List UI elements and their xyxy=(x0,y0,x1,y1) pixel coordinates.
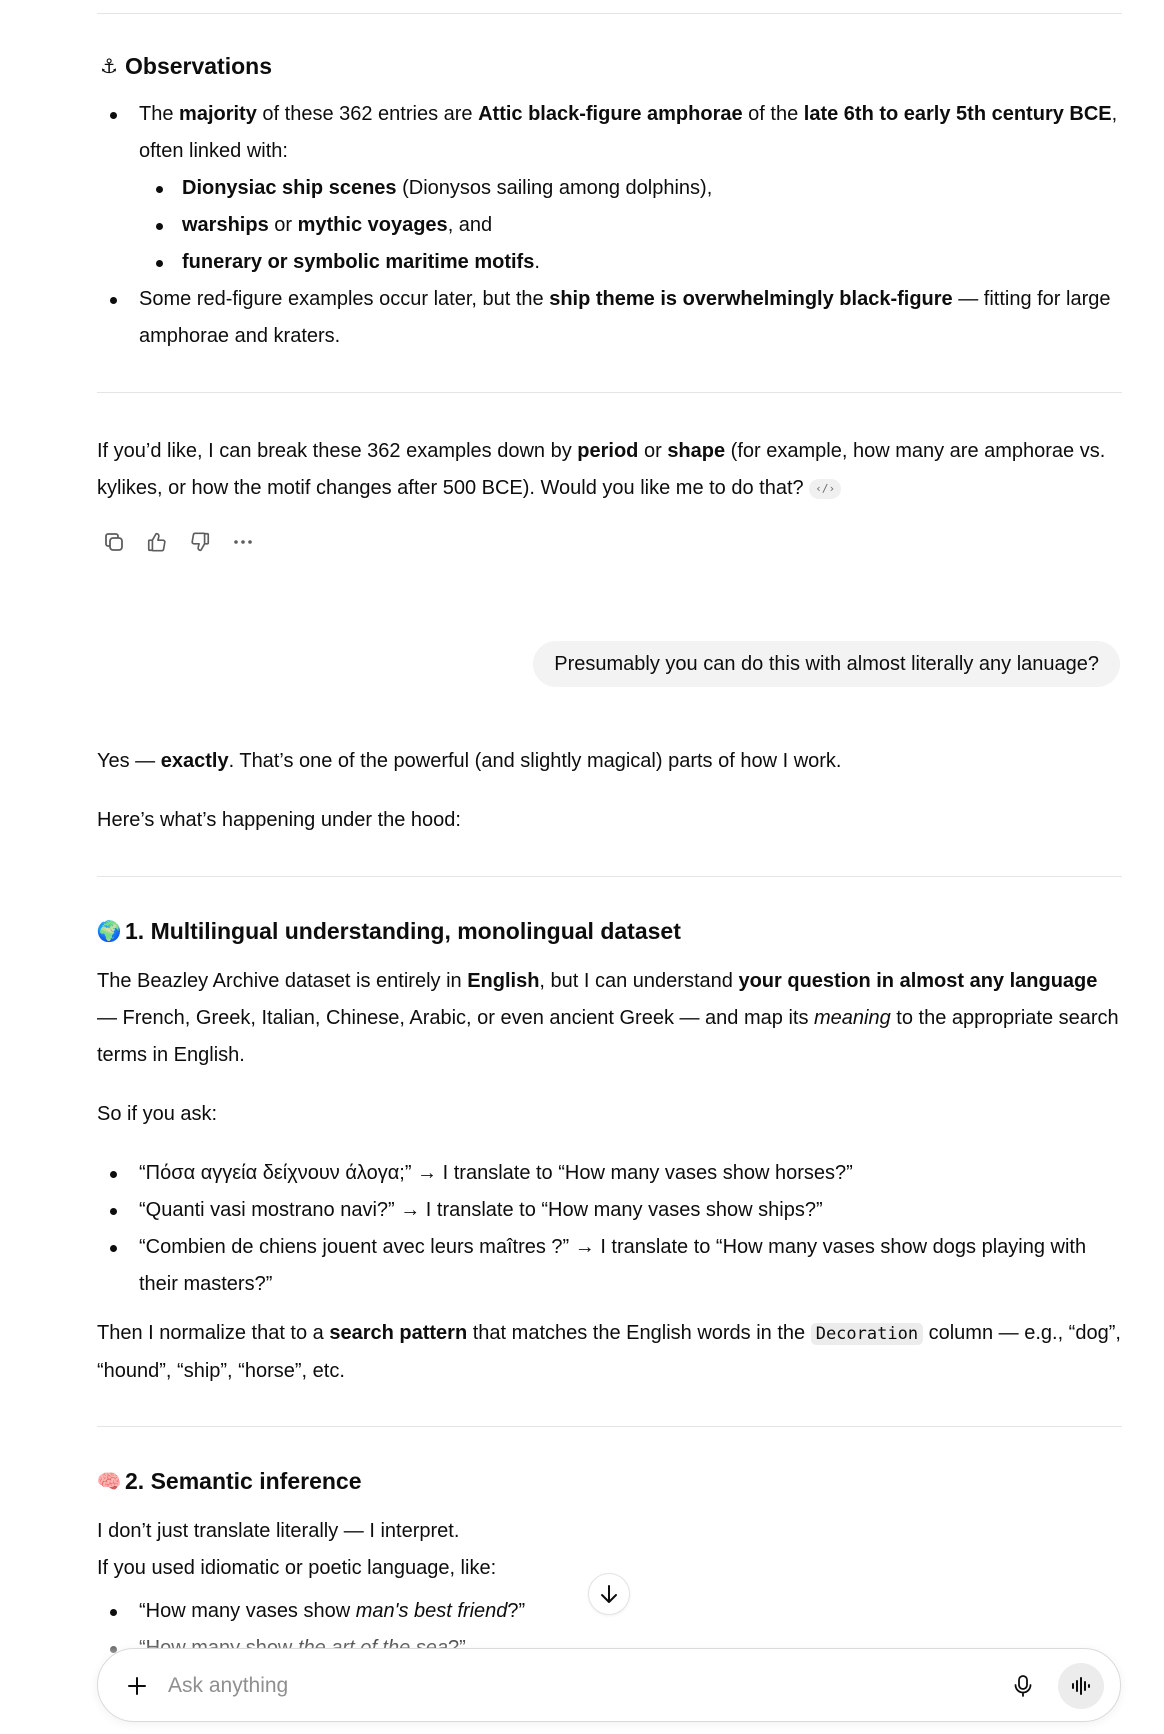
citation-icon[interactable]: ‹/› xyxy=(809,479,841,499)
copy-icon xyxy=(103,531,125,553)
reply-paragraph: Here’s what’s happening under the hood: xyxy=(97,809,461,831)
section-paragraph: I don’t just translate literally — I interpret. xyxy=(97,1520,460,1542)
more-button[interactable] xyxy=(226,527,260,557)
message-actions xyxy=(97,527,260,557)
section-paragraph: The Beazley Archive dataset is entirely in English, but I can understand your question in almost any language — French, Greek, Italian, Chinese, Arabic, or even ancient Greek — and map its meaning to the appropriate search terms in English. xyxy=(97,970,1119,1066)
anchor-icon: ⚓ xyxy=(100,56,118,78)
heading-text: 2. Semantic inference xyxy=(125,1468,362,1494)
list-item: “Combien de chiens jouent avec leurs maîtres ?” → I translate to “How many vases show dogs playing with their masters?” xyxy=(97,1229,1122,1303)
globe-icon: 🌍 xyxy=(96,921,122,943)
divider xyxy=(97,13,1122,14)
divider xyxy=(97,876,1122,877)
observations-list xyxy=(97,96,1122,355)
more-icon xyxy=(232,531,254,553)
list-item: warships or mythic voyages, and xyxy=(139,207,1122,244)
thumbs-up-icon xyxy=(146,531,168,553)
list-item: “Quanti vasi mostrano navi?” → I translate to “How many vases show ships?” xyxy=(97,1192,1122,1229)
list-item: Some red-figure examples occur later, but the ship theme is overwhelmingly black-figure — fitting for large amphorae and kraters. xyxy=(97,281,1122,355)
list-item: “Πόσα αγγεία δείχνουν άλογα;” → I translate to “How many vases show horses?” xyxy=(97,1155,1122,1192)
thumbs-down-icon xyxy=(189,531,211,553)
section-paragraph: If you used idiomatic or poetic language, like: xyxy=(97,1557,497,1579)
thumbs-up-button[interactable] xyxy=(140,527,174,557)
list-item: funerary or symbolic maritime motifs. xyxy=(139,244,1122,281)
brain-icon: 🧠 xyxy=(96,1471,122,1493)
prompt-input[interactable] xyxy=(168,1669,928,1703)
section-paragraph: So if you ask: xyxy=(97,1103,218,1125)
arrow-down-icon xyxy=(598,1583,620,1605)
observations-heading xyxy=(97,53,272,80)
copy-button[interactable] xyxy=(97,527,131,557)
heading-text: Observations xyxy=(125,53,272,79)
divider xyxy=(97,1426,1122,1427)
list-item: The majority of these 362 entries are Attic black-figure amphorae of the late 6th to early 5th century BCE, often linked with: Dionysiac ship scenes (Dionysos sailing among dolphins), warships or mythic voyages, and funerary or symbolic maritime motifs. xyxy=(97,96,1122,281)
scroll-to-bottom-button[interactable] xyxy=(588,1573,630,1615)
examples-list xyxy=(97,1155,1122,1303)
section-heading xyxy=(97,918,681,945)
user-message: Presumably you can do this with almost literally any lanuage? xyxy=(533,641,1120,687)
microphone-icon xyxy=(1012,1674,1034,1698)
section-paragraph: Then I normalize that to a search pattern that matches the English words in the Decoration column — e.g., “dog”, “hound”, “ship”, “horse”, etc. xyxy=(97,1322,1121,1382)
voice-mode-button[interactable] xyxy=(1058,1663,1104,1709)
voice-mode-icon xyxy=(1070,1675,1092,1697)
composer xyxy=(97,1648,1121,1722)
plus-icon xyxy=(126,1675,148,1697)
reply-paragraph: Yes — exactly. That’s one of the powerful (and slightly magical) parts of how I work. xyxy=(97,750,842,772)
list-item: Dionysiac ship scenes (Dionysos sailing among dolphins), xyxy=(139,170,1122,207)
divider xyxy=(97,392,1122,393)
inline-code: Decoration xyxy=(811,1323,923,1345)
section-heading xyxy=(97,1468,362,1495)
offer-paragraph: If you’d like, I can break these 362 examples down by period or shape (for example, how many are amphorae vs. kylikes, or how the motif changes after 500 BCE). Would you like me to do that? ‹/› xyxy=(97,440,1106,499)
heading-text: 1. Multilingual understanding, monolingual dataset xyxy=(125,918,681,944)
thumbs-down-button[interactable] xyxy=(183,527,217,557)
dictate-button[interactable] xyxy=(1006,1669,1040,1703)
add-attachment-button[interactable] xyxy=(120,1669,154,1703)
sub-list xyxy=(139,170,1122,281)
list-item: “How many vases show man's best friend?” xyxy=(97,1593,1122,1630)
